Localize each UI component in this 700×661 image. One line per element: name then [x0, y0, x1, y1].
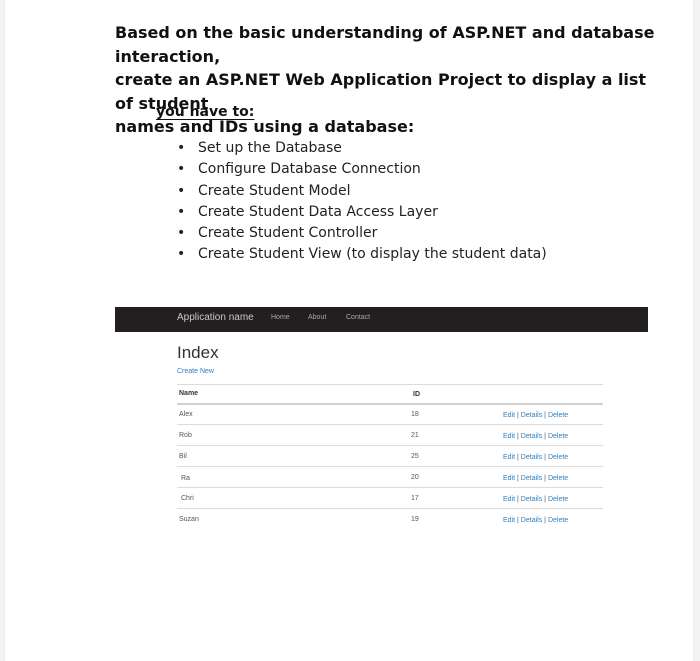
- row-actions: [503, 517, 568, 524]
- bullet-icon: •: [177, 203, 186, 220]
- delete-link[interactable]: Delete: [547, 433, 569, 440]
- edit-link[interactable]: Edit: [503, 412, 516, 419]
- subheading: you have to:: [156, 104, 255, 120]
- task-text: Configure Database Connection: [198, 161, 421, 178]
- action-separator: |: [544, 496, 546, 503]
- page-title: Index: [177, 343, 219, 362]
- row-actions: [503, 454, 568, 461]
- task-text: Create Student Model: [198, 182, 351, 199]
- cell-id: 25: [411, 453, 419, 460]
- cell-name: Ra: [181, 475, 190, 482]
- nav-about[interactable]: About: [308, 314, 327, 321]
- row-actions: [503, 412, 568, 419]
- details-link[interactable]: Details: [520, 412, 543, 419]
- row-actions: [503, 433, 568, 440]
- question-line: names and IDs using a database:: [115, 117, 415, 136]
- column-header-name: Name: [179, 390, 199, 397]
- navbar: [115, 307, 648, 332]
- task-item: [177, 181, 547, 202]
- table-divider: [177, 445, 603, 446]
- delete-link[interactable]: Delete: [547, 475, 569, 482]
- table-divider: [177, 384, 603, 385]
- nav-home[interactable]: Home: [271, 314, 290, 321]
- action-separator: |: [517, 433, 519, 440]
- task-item: [177, 244, 547, 265]
- delete-link[interactable]: Delete: [547, 412, 569, 419]
- cell-name: Rob: [179, 432, 192, 439]
- edit-link[interactable]: Edit: [503, 454, 516, 461]
- table-divider: [177, 466, 603, 467]
- task-text: Create Student Controller: [198, 225, 378, 242]
- table-divider: [177, 508, 603, 509]
- brand-link[interactable]: Application name: [177, 312, 254, 323]
- question-text: [115, 21, 655, 139]
- cell-id: 20: [411, 474, 419, 481]
- action-separator: |: [517, 496, 519, 503]
- delete-link[interactable]: Delete: [547, 517, 569, 524]
- cell-name: Bil: [179, 453, 187, 460]
- bullet-icon: •: [177, 225, 186, 242]
- edit-link[interactable]: Edit: [503, 517, 516, 524]
- action-separator: |: [544, 433, 546, 440]
- task-item: [177, 138, 547, 159]
- table-divider: [177, 487, 603, 488]
- cell-id: 17: [411, 495, 419, 502]
- cell-id: 21: [411, 432, 419, 439]
- app-screenshot: [115, 307, 648, 537]
- row-actions: [503, 496, 568, 503]
- table-divider: [177, 403, 603, 405]
- action-separator: |: [517, 517, 519, 524]
- document-page: [5, 0, 693, 661]
- action-separator: |: [517, 475, 519, 482]
- task-list: [177, 138, 547, 266]
- details-link[interactable]: Details: [520, 433, 543, 440]
- column-header-id: ID: [413, 391, 420, 398]
- details-link[interactable]: Details: [520, 454, 543, 461]
- bullet-icon: •: [177, 140, 186, 156]
- action-separator: |: [517, 454, 519, 461]
- edit-link[interactable]: Edit: [503, 433, 516, 440]
- edit-link[interactable]: Edit: [503, 496, 516, 503]
- edit-link[interactable]: Edit: [503, 475, 516, 482]
- question-line: Based on the basic understanding of ASP.NET and database interaction,: [115, 23, 655, 66]
- task-item: [177, 202, 547, 223]
- table-divider: [177, 424, 603, 425]
- bullet-icon: •: [177, 246, 186, 263]
- create-new-link[interactable]: Create New: [177, 368, 214, 375]
- cell-name: Chri: [181, 495, 194, 502]
- task-item: [177, 223, 547, 244]
- task-text: Set up the Database: [198, 140, 342, 156]
- cell-id: 19: [411, 516, 419, 523]
- cell-name: Alex: [179, 411, 193, 418]
- task-text: Create Student Data Access Layer: [198, 203, 438, 220]
- delete-link[interactable]: Delete: [547, 496, 569, 503]
- question-line: create an ASP.NET Web Application Project to display a list of student: [115, 70, 647, 113]
- details-link[interactable]: Details: [520, 496, 543, 503]
- bullet-icon: •: [177, 161, 186, 178]
- details-link[interactable]: Details: [520, 475, 543, 482]
- delete-link[interactable]: Delete: [547, 454, 569, 461]
- bullet-icon: •: [177, 182, 186, 199]
- action-separator: |: [544, 454, 546, 461]
- nav-contact[interactable]: Contact: [346, 314, 371, 321]
- action-separator: |: [517, 412, 519, 419]
- cell-id: 18: [411, 411, 419, 418]
- action-separator: |: [544, 475, 546, 482]
- task-item: [177, 159, 547, 180]
- details-link[interactable]: Details: [520, 517, 543, 524]
- action-separator: |: [544, 517, 546, 524]
- task-text: Create Student View (to display the student data): [198, 246, 547, 263]
- row-actions: [503, 475, 568, 482]
- action-separator: |: [544, 412, 546, 419]
- cell-name: Suzan: [179, 516, 199, 523]
